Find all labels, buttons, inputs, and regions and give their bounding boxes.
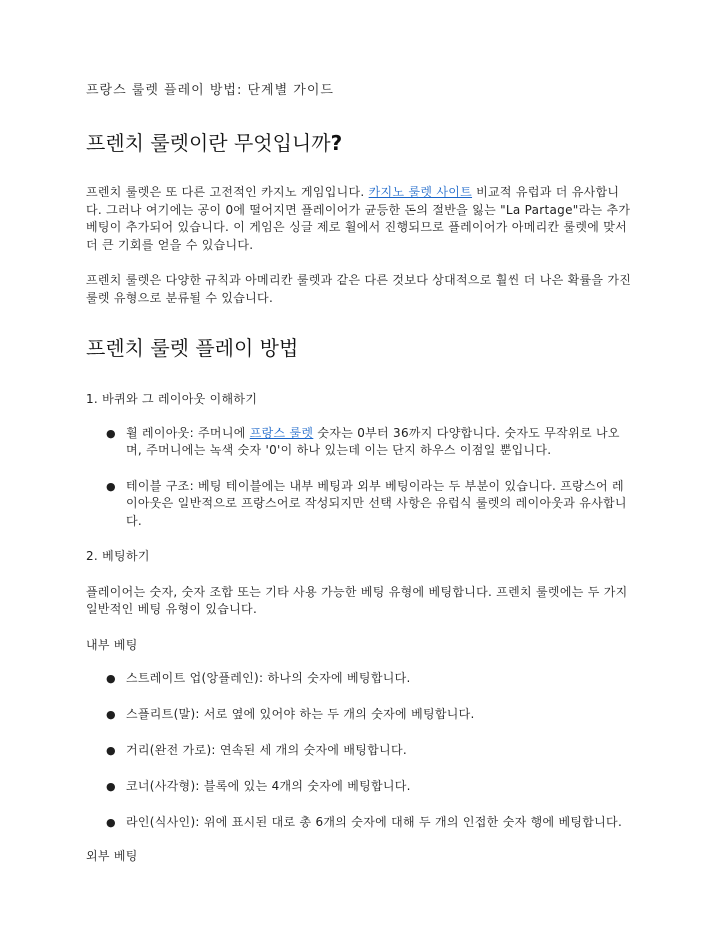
casino-roulette-site-link[interactable]: 카지노 룰렛 사이트 [368, 185, 473, 199]
bullet-icon: ● [106, 426, 116, 440]
step2-title: 2. 베팅하기 [86, 549, 150, 563]
document-content [86, 82, 634, 865]
heading-what-text: 프렌치 룰렛이란 무엇입니까 [86, 131, 331, 155]
table-structure-text: 테이블 구조: 베팅 테이블에는 내부 베팅과 외부 베팅이라는 두 부분이 있습니다. 프랑스어 레이아웃은 일반적으로 프랑스어로 작성되지만 선택 사항은 유럽식 룰렛의 레이아웃과 유사합니다. [126, 478, 627, 528]
heading-how-to-play: 프렌치 룰렛 플레이 방법 [86, 336, 299, 360]
french-roulette-link[interactable]: 프랑스 룰렛 [249, 425, 314, 440]
bullet-icon: ● [106, 708, 116, 721]
intro-text-before-link: 프렌치 룰렛은 또 다른 고전적인 카지노 게임입니다. [86, 185, 369, 199]
list-item-split [86, 706, 634, 724]
wheel-text-after-link: 숫자는 0부터 36까지 다양합니다. 숫자도 무작위로 나오며, 주머니에는 녹색 숫자 '0'이 하나 있는데 이는 단지 하우스 이점일 뿐입니다. [126, 425, 620, 457]
list-item-corner [86, 778, 634, 796]
bullet-icon: ● [106, 744, 116, 757]
split-text: 스플리트(말): 서로 옆에 있어야 하는 두 개의 숫자에 베팅합니다. [126, 707, 475, 721]
betting-paragraph: 플레이어는 숫자, 숫자 조합 또는 기타 사용 가능한 베팅 유형에 베팅합니다. 프렌치 룰렛에는 두 가지 일반적인 베팅 유형이 있습니다. [86, 584, 628, 616]
wheel-text-before-link: 휠 레이아웃: 주머니에 [126, 425, 250, 440]
list-item-wheel-layout [86, 425, 634, 460]
inside-bets-label: 내부 베팅 [86, 637, 138, 652]
intro-text-after-link: 비교적 유럽과 더 유사합니다. 그러나 여기에는 공이 0에 떨어지면 플레이어가 균등한 돈의 절반을 잃는 "La Partage"라는 추가 베팅이 추가되어 있습니다. 이 게임은 싱글 제로 휠에서 진행되므로 플레이어가 아메리칸 룰렛에 맞서 더 큰 기회를 얻을 수 있습니다. [86, 185, 631, 252]
inside-bets-list [86, 670, 634, 832]
heading-question-mark: ? [330, 131, 343, 155]
intro-paragraph-1 [86, 184, 634, 254]
bullet-icon: ● [106, 672, 116, 685]
step1-title: 1. 바퀴와 그 레이아웃 이해하기 [86, 392, 258, 406]
bullet-icon: ● [106, 816, 116, 829]
corner-text: 코너(사각형): 블록에 있는 4개의 숫자에 베팅합니다. [126, 779, 411, 793]
bullet-icon: ● [106, 479, 116, 493]
step1-list [86, 425, 634, 531]
list-item-line [86, 814, 634, 832]
bullet-icon: ● [106, 780, 116, 793]
intro-paragraph-2: 프렌치 룰렛은 다양한 규칙과 아메리칸 룰렛과 같은 다른 것보다 상대적으로 훨씬 더 나은 확률을 가진 룰렛 유형으로 분류될 수 있습니다. [86, 273, 632, 305]
street-text: 거리(완전 가로): 연속된 세 개의 숫자에 배팅합니다. [126, 743, 407, 757]
list-item-table-structure [86, 478, 634, 531]
list-item-street [86, 742, 634, 760]
document-title: 프랑스 룰렛 플레이 방법: 단계별 가이드 [86, 83, 334, 98]
line-text: 라인(식사인): 위에 표시된 대로 총 6개의 숫자에 대해 두 개의 인접한 숫자 행에 베팅합니다. [126, 815, 623, 829]
heading-what-is-french-roulette [86, 130, 634, 156]
straight-up-text: 스트레이트 업(앙플레인): 하나의 숫자에 베팅합니다. [126, 671, 411, 685]
outside-bets-label: 외부 베팅 [86, 848, 138, 863]
list-item-straight-up [86, 670, 634, 688]
